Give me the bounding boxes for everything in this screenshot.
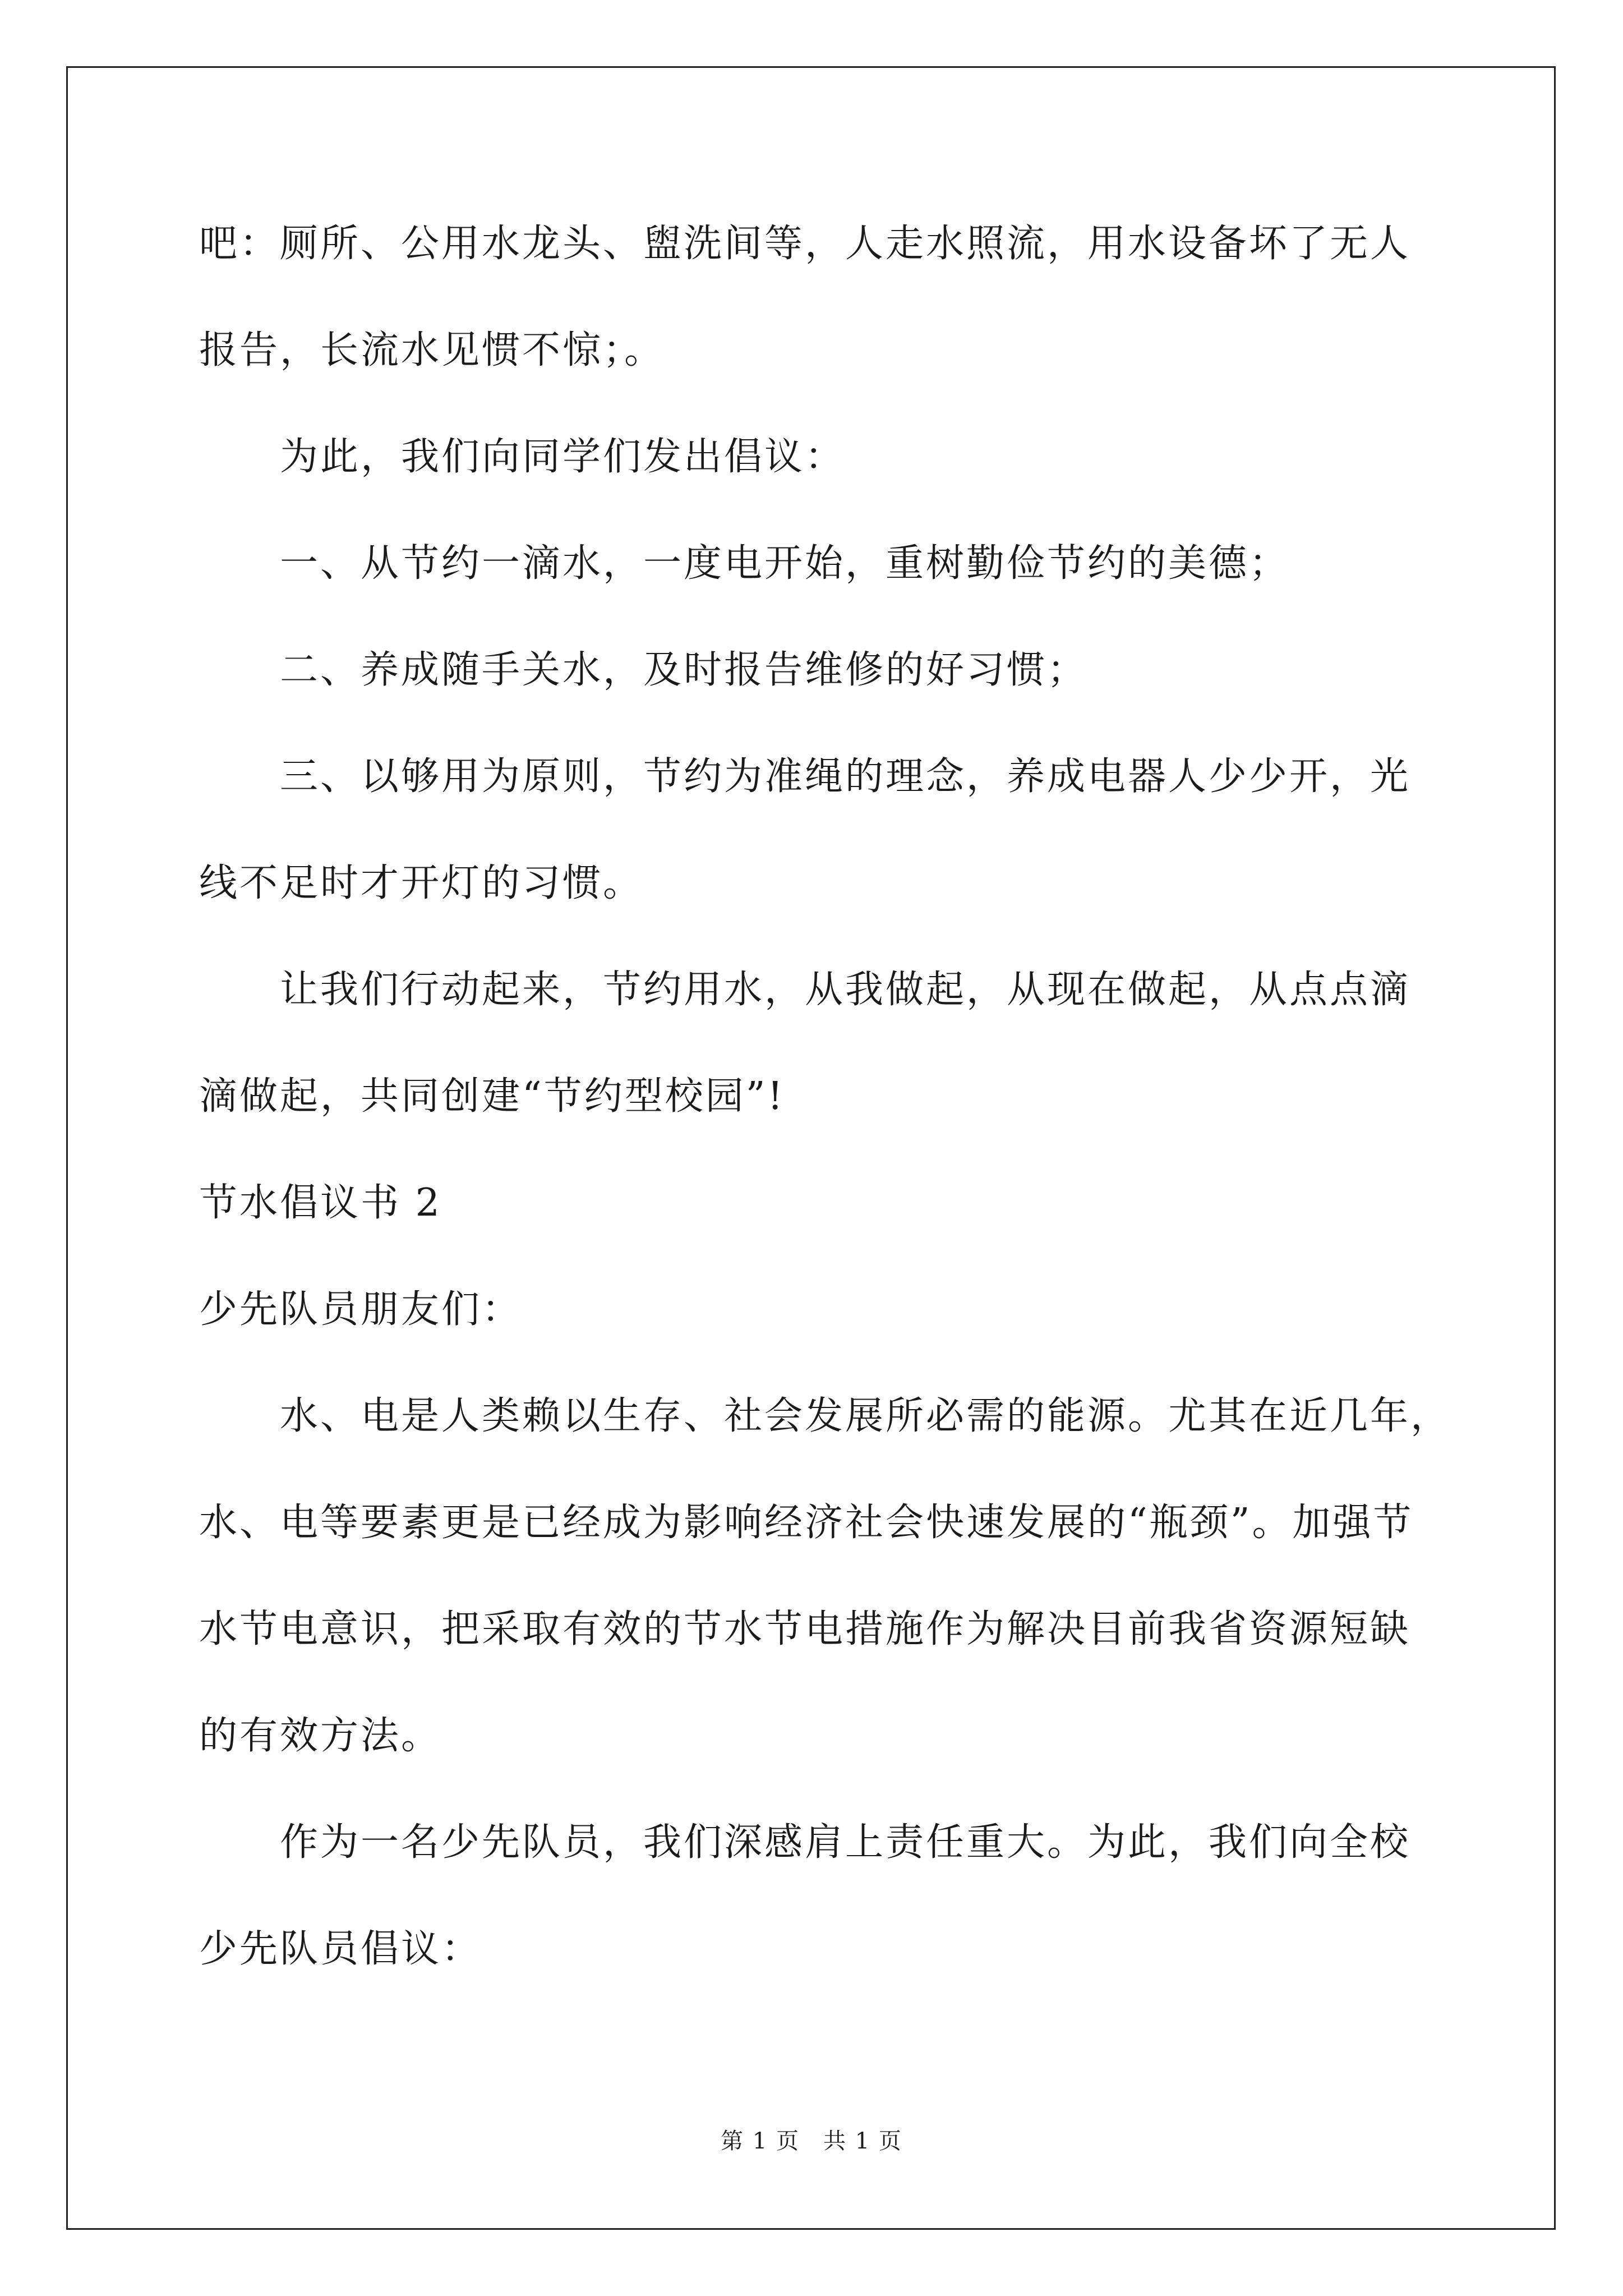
text-line: 二、养成随手关水，及时报告维修的好习惯； (280, 648, 1088, 692)
text-line: 作为一名少先队员，我们深感肩上责任重大。为此，我们向全校 (280, 1820, 1411, 1865)
text-line: 的有效方法。 (199, 1714, 442, 1758)
salutation: 少先队员朋友们： (199, 1287, 523, 1332)
section-heading: 节水倡议书 2 (199, 1181, 442, 1225)
page-frame (66, 66, 1556, 2230)
text-line: 少先队员倡议： (199, 1927, 482, 1971)
text-line: 为此，我们向同学们发出倡议： (280, 435, 846, 479)
text-line: 让我们行动起来，节约用水，从我做起，从现在做起，从点点滴 (280, 968, 1411, 1012)
text-line: 三、以够用为原则，节约为准绳的理念，养成电器人少少开，光 (280, 754, 1411, 799)
text-line: 水、电等要素更是已经成为影响经济社会快速发展的“瓶颈”。加强节 (199, 1501, 1414, 1545)
text-line: 滴做起，共同创建“节约型校园”! (199, 1074, 785, 1119)
text-line: 水、电是人类赖以生存、社会发展所必需的能源。尤其在近几年， (280, 1394, 1451, 1438)
text-line: 报告，长流水见惯不惊；。 (199, 328, 665, 372)
text-line: 线不足时才开灯的习惯。 (199, 861, 644, 905)
text-line: 吧：厕所、公用水龙头、盥洗间等，人走水照流，用水设备坏了无人 (199, 222, 1411, 266)
text-line: 水节电意识，把采取有效的节水节电措施作为解决目前我省资源短缺 (199, 1607, 1411, 1651)
page-number: 第 1 页 共 1 页 (721, 2128, 902, 2154)
text-line: 一、从节约一滴水，一度电开始，重树勤俭节约的美德； (280, 541, 1290, 586)
